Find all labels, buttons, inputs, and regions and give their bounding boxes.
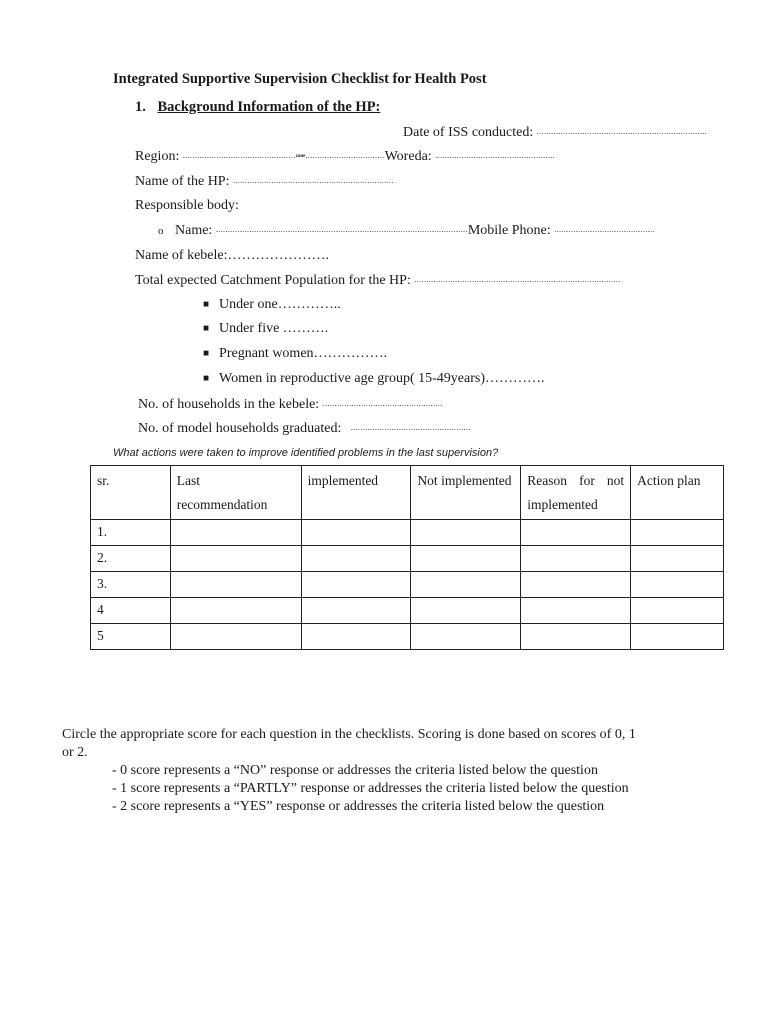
date-field[interactable] xyxy=(403,123,707,142)
cell-not-implemented[interactable] xyxy=(411,520,521,546)
zone-label: zone xyxy=(295,154,306,159)
woreda-label: Woreda: xyxy=(384,149,432,164)
woreda-blank[interactable]: .................................................. xyxy=(435,151,556,160)
instructions-intro-line2: or 2. xyxy=(62,745,88,760)
header-last-line1: Last xyxy=(176,473,200,488)
date-blank[interactable]: ....................................................................... xyxy=(536,127,708,136)
instructions-intro-line1: Circle the appropriate score for each question in the checklists. Scoring is done based on scores of 0, 1 xyxy=(62,727,636,742)
model-households-label: No. of model households graduated: xyxy=(138,421,342,436)
cell-not-implemented[interactable] xyxy=(411,572,521,598)
cell-not-implemented[interactable] xyxy=(411,624,521,650)
cell-reason[interactable] xyxy=(521,598,631,624)
region-label: Region: xyxy=(135,149,180,164)
cell-implemented[interactable] xyxy=(301,598,411,624)
header-not-implemented: Not implemented xyxy=(411,466,521,520)
cell-implemented[interactable] xyxy=(301,520,411,546)
header-sr: sr. xyxy=(91,466,171,520)
table-row xyxy=(91,598,724,624)
cell-last-recommendation[interactable] xyxy=(170,546,301,572)
cell-action-plan[interactable] xyxy=(631,624,724,650)
row-number: 5 xyxy=(91,624,171,650)
header-reason-line2: implemented xyxy=(527,497,598,512)
date-label: Date of ISS conducted: xyxy=(403,125,534,140)
name-label: Name: xyxy=(175,223,213,238)
cell-implemented[interactable] xyxy=(301,624,411,650)
model-households-blank[interactable]: .................................................. xyxy=(350,423,471,432)
catchment-blank[interactable]: ...................................................................................... xyxy=(414,275,621,284)
row-number: 2. xyxy=(91,546,171,572)
header-implemented: implemented xyxy=(301,466,411,520)
list-item: ■ Under five ………. xyxy=(203,321,329,336)
mobile-label: Mobile Phone: xyxy=(467,223,551,238)
header-reason-line1: Reason for not xyxy=(527,473,625,488)
table-row xyxy=(91,624,724,650)
region-field[interactable] xyxy=(135,147,555,166)
model-households-field[interactable] xyxy=(138,419,471,438)
households-field[interactable] xyxy=(138,395,443,414)
section-number: 1. xyxy=(135,99,146,115)
supervision-question: What actions were taken to improve identified problems in the last supervision? xyxy=(113,447,499,459)
cell-reason[interactable] xyxy=(521,520,631,546)
cell-not-implemented[interactable] xyxy=(411,546,521,572)
cell-last-recommendation[interactable] xyxy=(170,572,301,598)
bullet-icon: ■ xyxy=(203,299,210,310)
cell-action-plan[interactable] xyxy=(631,520,724,546)
row-number: 1. xyxy=(91,520,171,546)
cell-reason[interactable] xyxy=(521,572,631,598)
cell-implemented[interactable] xyxy=(301,546,411,572)
kebele-label: Name of kebele: xyxy=(135,248,228,263)
header-action-plan: Action plan xyxy=(631,466,724,520)
cell-reason[interactable] xyxy=(521,546,631,572)
table-row xyxy=(91,546,724,572)
bullet-icon: ■ xyxy=(203,323,210,334)
cell-reason[interactable] xyxy=(521,624,631,650)
header-reason xyxy=(521,466,631,520)
cell-action-plan[interactable] xyxy=(631,598,724,624)
cell-last-recommendation[interactable] xyxy=(170,520,301,546)
list-item: ■ Women in reproductive age group( 15-49years)…………. xyxy=(203,371,545,386)
cell-implemented[interactable] xyxy=(301,572,411,598)
table-row xyxy=(91,520,724,546)
list-item: ■ Pregnant women……………. xyxy=(203,346,388,361)
page-title: Integrated Supportive Supervision Checklist for Health Post xyxy=(113,71,487,87)
responsible-body-label: Responsible body: xyxy=(135,198,239,213)
kebele-blank[interactable]: …………………. xyxy=(227,248,330,263)
cell-not-implemented[interactable] xyxy=(411,598,521,624)
cell-action-plan[interactable] xyxy=(631,572,724,598)
hp-name-blank[interactable]: ................................................................... xyxy=(232,176,394,185)
score-item: - 0 score represents a “NO” response or addresses the criteria listed below the question xyxy=(112,763,598,778)
section-heading xyxy=(135,98,380,116)
table-header-row xyxy=(91,466,724,520)
hp-name-label: Name of the HP: xyxy=(135,174,230,189)
action-table xyxy=(90,465,724,650)
mobile-blank[interactable]: .......................................... xyxy=(554,225,655,234)
cell-last-recommendation[interactable] xyxy=(170,598,301,624)
row-number: 4 xyxy=(91,598,171,624)
bullet-icon: ■ xyxy=(203,348,210,359)
list-item: ■ Under one………….. xyxy=(203,297,341,312)
score-item: - 1 score represents a “PARTLY” response or addresses the criteria listed below the question xyxy=(112,781,629,796)
catchment-field[interactable] xyxy=(135,271,621,290)
hp-name-field[interactable] xyxy=(135,172,394,191)
section-title: Background Information of the HP: xyxy=(157,99,381,115)
score-item: - 2 score represents a “YES” response or addresses the criteria listed below the question xyxy=(112,799,605,814)
header-last-line2: recommendation xyxy=(176,497,268,512)
region-blank[interactable]: ............................................... xyxy=(182,151,296,160)
cell-action-plan[interactable] xyxy=(631,546,724,572)
households-blank[interactable]: .................................................. xyxy=(322,399,443,408)
table-row xyxy=(91,572,724,598)
households-label: No. of households in the kebele: xyxy=(138,397,320,412)
kebele-field[interactable] xyxy=(135,247,329,265)
catchment-label: Total expected Catchment Population for the HP: xyxy=(135,273,411,288)
cell-last-recommendation[interactable] xyxy=(170,624,301,650)
sub-bullet-icon: o xyxy=(158,225,164,237)
name-blank[interactable]: ......................................................................................................... xyxy=(215,225,468,234)
bullet-icon: ■ xyxy=(203,373,210,384)
row-number: 3. xyxy=(91,572,171,598)
contact-field[interactable] xyxy=(158,221,655,240)
zone-blank[interactable]: ................................. xyxy=(305,151,385,160)
header-last-recommendation xyxy=(170,466,301,520)
